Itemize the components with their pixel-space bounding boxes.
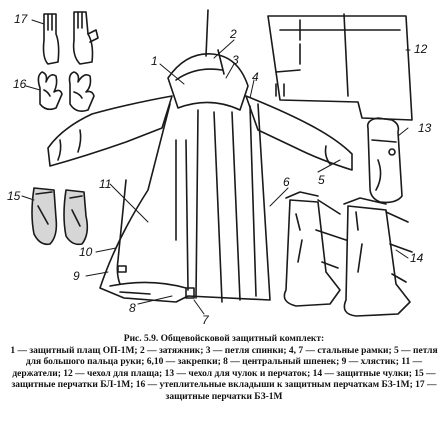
protective-cloak-drawing (48, 10, 352, 302)
label-3: 3 (232, 53, 239, 67)
caption-title: Рис. 5.9. Общевойсковой защитный комплект: (123, 334, 325, 344)
label-1: 1 (151, 54, 158, 68)
label-5: 5 (318, 173, 325, 187)
label-15: 15 (7, 189, 21, 203)
label-2: 2 (230, 27, 237, 41)
label-8: 8 (129, 301, 136, 315)
protective-stockings-drawing (284, 192, 412, 316)
warming-liners-drawing (38, 72, 94, 111)
label-4: 4 (252, 70, 259, 84)
label-12: 12 (414, 42, 428, 56)
label-11: 11 (99, 177, 112, 191)
label-7: 7 (202, 313, 209, 327)
label-16: 16 (13, 77, 27, 91)
label-17: 17 (14, 12, 28, 26)
label-13: 13 (418, 121, 432, 135)
cloak-cover-drawing (268, 14, 412, 120)
caption-body: 1 — защитный плащ ОП-1М; 2 — затяжник; 3 — петля спинки; 4, 7 — стальные рамки; 5 — петля для большого пальца руки; 6,10 — закрепки; 8 — центральный шпенек; 9 — хлястик; 11 — держатели; 12 — чехол для плаща; 13 — чехол для чулок и перчаток; 14 — защитные чулки; 15 — защитные перчатки БЛ-1М; 16 — утеплительные вкладыши к защитным перчаткам БЗ-1М; 17 — защитные перчатки БЗ-1М (10, 345, 438, 402)
gloves-bz1m-drawing (44, 12, 99, 64)
label-14: 14 (410, 251, 424, 265)
label-10: 10 (79, 245, 93, 259)
label-9: 9 (73, 269, 80, 283)
figure-caption (6, 334, 442, 403)
label-6: 6 (283, 175, 290, 189)
stockings-cover-drawing (368, 118, 402, 202)
gloves-bl1m-drawing (32, 188, 87, 244)
